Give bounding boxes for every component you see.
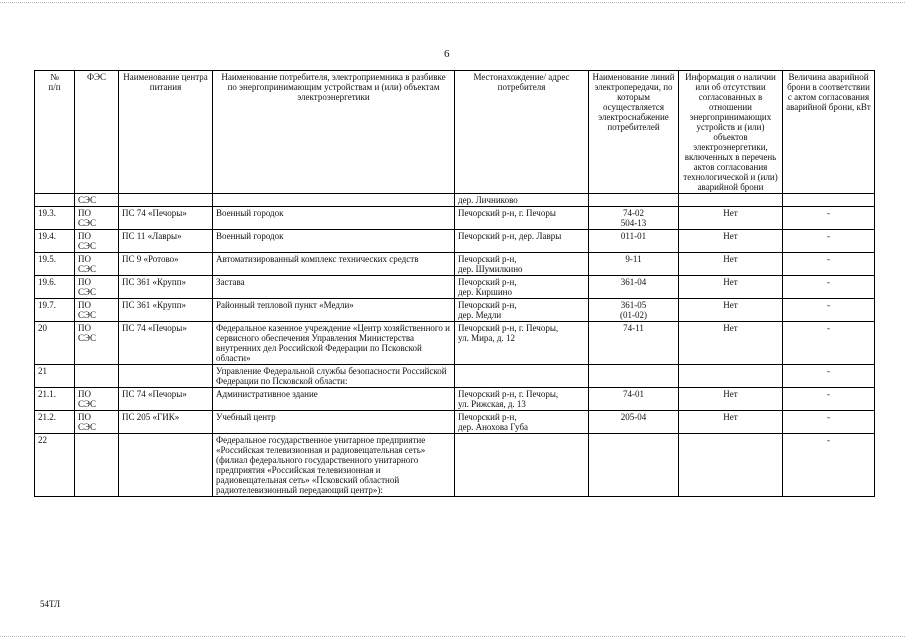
cell-address: [455, 434, 589, 497]
cell-lines: 205-04: [589, 411, 679, 434]
cell-lines: 74-11: [589, 322, 679, 365]
cell-address: Печорский р-н, дер. Анохова Губа: [455, 411, 589, 434]
table-body: [35, 194, 875, 497]
cell-info: Нет: [679, 322, 783, 365]
cell-fes: [75, 434, 119, 497]
table-row: [35, 253, 875, 276]
cell-num: 22: [35, 434, 75, 497]
cell-info: Нет: [679, 411, 783, 434]
cell-consumer: Военный городок: [213, 207, 455, 230]
cell-consumer: Военный городок: [213, 230, 455, 253]
cell-center: ПС 74 «Печоры»: [119, 207, 213, 230]
cell-reserve: -: [783, 434, 875, 497]
cell-lines: 74-01: [589, 388, 679, 411]
cell-num: 19.5.: [35, 253, 75, 276]
cell-consumer: Федеральное государственное унитарное предприятие «Российская телевизионная и радиовещательная сеть» (филиал федерального государственного унитарного предприятия «Российская телевизионная и радиовещательная сеть» «Псковский областной радиотелевизионный передающий центр»):: [213, 434, 455, 497]
cell-reserve: -: [783, 365, 875, 388]
cell-address: дер. Личниково: [455, 194, 589, 207]
cell-fes: ПО СЭС: [75, 299, 119, 322]
cell-center: ПС 74 «Печоры»: [119, 388, 213, 411]
table-row: [35, 434, 875, 497]
header-fes: ФЭС: [75, 71, 119, 194]
cell-reserve: -: [783, 299, 875, 322]
cell-num: 20: [35, 322, 75, 365]
cell-info: Нет: [679, 253, 783, 276]
page-number: 6: [444, 48, 450, 60]
cell-lines: [589, 365, 679, 388]
cell-center: ПС 361 «Крупп»: [119, 276, 213, 299]
cell-info: [679, 194, 783, 207]
cell-address: [455, 365, 589, 388]
cell-consumer: Административное здание: [213, 388, 455, 411]
cell-address: Печорский р-н, г. Печоры, ул. Мира, д. 12: [455, 322, 589, 365]
cell-center: ПС 11 «Лавры»: [119, 230, 213, 253]
header-center: Наименование центра питания: [119, 71, 213, 194]
cell-lines: [589, 194, 679, 207]
header-address: Местонахождение/ адрес потребителя: [455, 71, 589, 194]
cell-fes: ПО СЭС: [75, 207, 119, 230]
header-reserve: Величина аварийной брони в соответствии с актом согласования аварийной брони, кВт: [783, 71, 875, 194]
cell-center: [119, 365, 213, 388]
header-consumer: Наименование потребителя, электроприемника в разбивке по энергопринимающим устройствам и (или) объектам электроэнергетики: [213, 71, 455, 194]
table-header-row: [35, 71, 875, 194]
cell-num: 19.6.: [35, 276, 75, 299]
cell-address: Печорский р-н, г. Печоры, ул. Рижская, д. 13: [455, 388, 589, 411]
consumers-table: [34, 70, 875, 497]
table-row: [35, 194, 875, 207]
cell-info: Нет: [679, 388, 783, 411]
cell-address: Печорский р-н, г. Печоры: [455, 207, 589, 230]
cell-center: ПС 9 «Ротово»: [119, 253, 213, 276]
cell-info: [679, 365, 783, 388]
table-row: [35, 230, 875, 253]
cell-lines: 011-01: [589, 230, 679, 253]
header-info: Информация о наличии или об отсутствии согласованных в отношении энергопринимающих устройств и (или) объектов электроэнергетики, включенных в перечень актов согласования технологической и (или) аварийной брони: [679, 71, 783, 194]
cell-center: ПС 205 «ГИК»: [119, 411, 213, 434]
cell-num: 19.7.: [35, 299, 75, 322]
table-row: [35, 322, 875, 365]
table-row: [35, 411, 875, 434]
cell-lines: 361-05 (01-02): [589, 299, 679, 322]
cell-reserve: -: [783, 253, 875, 276]
cell-center: ПС 74 «Печоры»: [119, 322, 213, 365]
cell-lines: 361-04: [589, 276, 679, 299]
cell-address: Печорский р-н, дер. Лавры: [455, 230, 589, 253]
cell-address: Печорский р-н, дер. Медли: [455, 299, 589, 322]
cell-num: 19.3.: [35, 207, 75, 230]
cell-center: [119, 194, 213, 207]
cell-info: Нет: [679, 230, 783, 253]
cell-fes: [75, 365, 119, 388]
cell-consumer: [213, 194, 455, 207]
cell-reserve: -: [783, 207, 875, 230]
cell-consumer: Районный тепловой пункт «Медли»: [213, 299, 455, 322]
cell-fes: ПО СЭС: [75, 253, 119, 276]
cell-fes: СЭС: [75, 194, 119, 207]
cell-lines: 74-02 504-13: [589, 207, 679, 230]
table-row: [35, 276, 875, 299]
cell-fes: ПО СЭС: [75, 276, 119, 299]
cell-reserve: -: [783, 276, 875, 299]
cell-center: [119, 434, 213, 497]
table-row: [35, 299, 875, 322]
header-num: № п/п: [35, 71, 75, 194]
cell-lines: [589, 434, 679, 497]
header-lines: Наименование линий электропередачи, по которым осуществляется электроснабжение потребителей: [589, 71, 679, 194]
cell-consumer: Застава: [213, 276, 455, 299]
cell-reserve: -: [783, 388, 875, 411]
cell-reserve: [783, 194, 875, 207]
cell-consumer: Федеральное казенное учреждение «Центр хозяйственного и сервисного обеспечения Управления Министерства внутренних дел Российской Федерации по Псковской области»: [213, 322, 455, 365]
cell-fes: ПО СЭС: [75, 322, 119, 365]
cell-reserve: -: [783, 322, 875, 365]
cell-consumer: Учебный центр: [213, 411, 455, 434]
cell-consumer: Управление Федеральной службы безопасности Российской Федерации по Псковской области:: [213, 365, 455, 388]
cell-info: Нет: [679, 276, 783, 299]
cell-num: 21: [35, 365, 75, 388]
table-row: [35, 207, 875, 230]
cell-fes: ПО СЭС: [75, 388, 119, 411]
cell-num: 21.2.: [35, 411, 75, 434]
cell-lines: 9-11: [589, 253, 679, 276]
cell-num: [35, 194, 75, 207]
cell-info: [679, 434, 783, 497]
cell-info: Нет: [679, 299, 783, 322]
scan-artifact-top: [0, 2, 905, 4]
cell-num: 19.4.: [35, 230, 75, 253]
cell-reserve: -: [783, 411, 875, 434]
footer-code: 54ТЛ: [40, 599, 61, 609]
table-row: [35, 365, 875, 388]
cell-center: ПС 361 «Крупп»: [119, 299, 213, 322]
table-row: [35, 388, 875, 411]
cell-fes: ПО СЭС: [75, 230, 119, 253]
cell-num: 21.1.: [35, 388, 75, 411]
cell-consumer: Автоматизированный комплекс технических средств: [213, 253, 455, 276]
cell-fes: ПО СЭС: [75, 411, 119, 434]
cell-info: Нет: [679, 207, 783, 230]
scan-artifact-bottom: [0, 636, 905, 638]
cell-address: Печорский р-н, дер. Шумилкино: [455, 253, 589, 276]
cell-address: Печорский р-н, дер. Киршино: [455, 276, 589, 299]
cell-reserve: -: [783, 230, 875, 253]
